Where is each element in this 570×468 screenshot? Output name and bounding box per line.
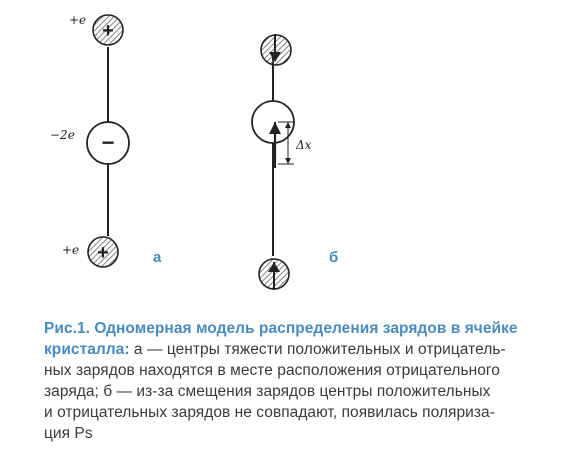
panel-a-negative-charge [87,122,129,164]
panel-a [50,13,162,267]
panel-a-top-positive-charge [93,15,123,45]
caption-line-5: ция Ps [44,425,93,442]
panel-a-middle-charge-sign: − [101,130,115,155]
figure-caption [44,318,544,444]
panel-b-bottom-positive-charge [259,259,289,290]
caption-line-2: ных зарядов находятся в месте расположения отрицательного [44,362,500,379]
panel-b [252,34,338,290]
panel-a-top-charge-label: +e [69,13,87,27]
panel-b-displacement-label: Δx [296,138,312,152]
panel-a-bottom-positive-charge [88,237,118,267]
panel-a-middle-charge-label: −2e [50,128,75,142]
panel-a-letter: а [153,249,162,266]
caption-line-3: заряда; б — из-за смещения зарядов центры положительных [44,383,491,400]
panel-a-top-charge-sign: + [102,20,114,42]
panel-a-bottom-charge-label: +e [62,243,80,257]
panel-a-bottom-charge-sign: + [97,242,109,264]
panel-b-letter: б [329,249,339,266]
caption-line-4: и отрицательных зарядов не совпадают, появилась поляриза- [44,404,495,421]
caption-line-1: а — центры тяжести положительных и отрицатель- [129,341,506,358]
panel-b-top-positive-charge [261,34,291,65]
caption-head: Рис.1. Одномерная модель распределения зарядов в ячейке кристалла: [44,320,518,358]
